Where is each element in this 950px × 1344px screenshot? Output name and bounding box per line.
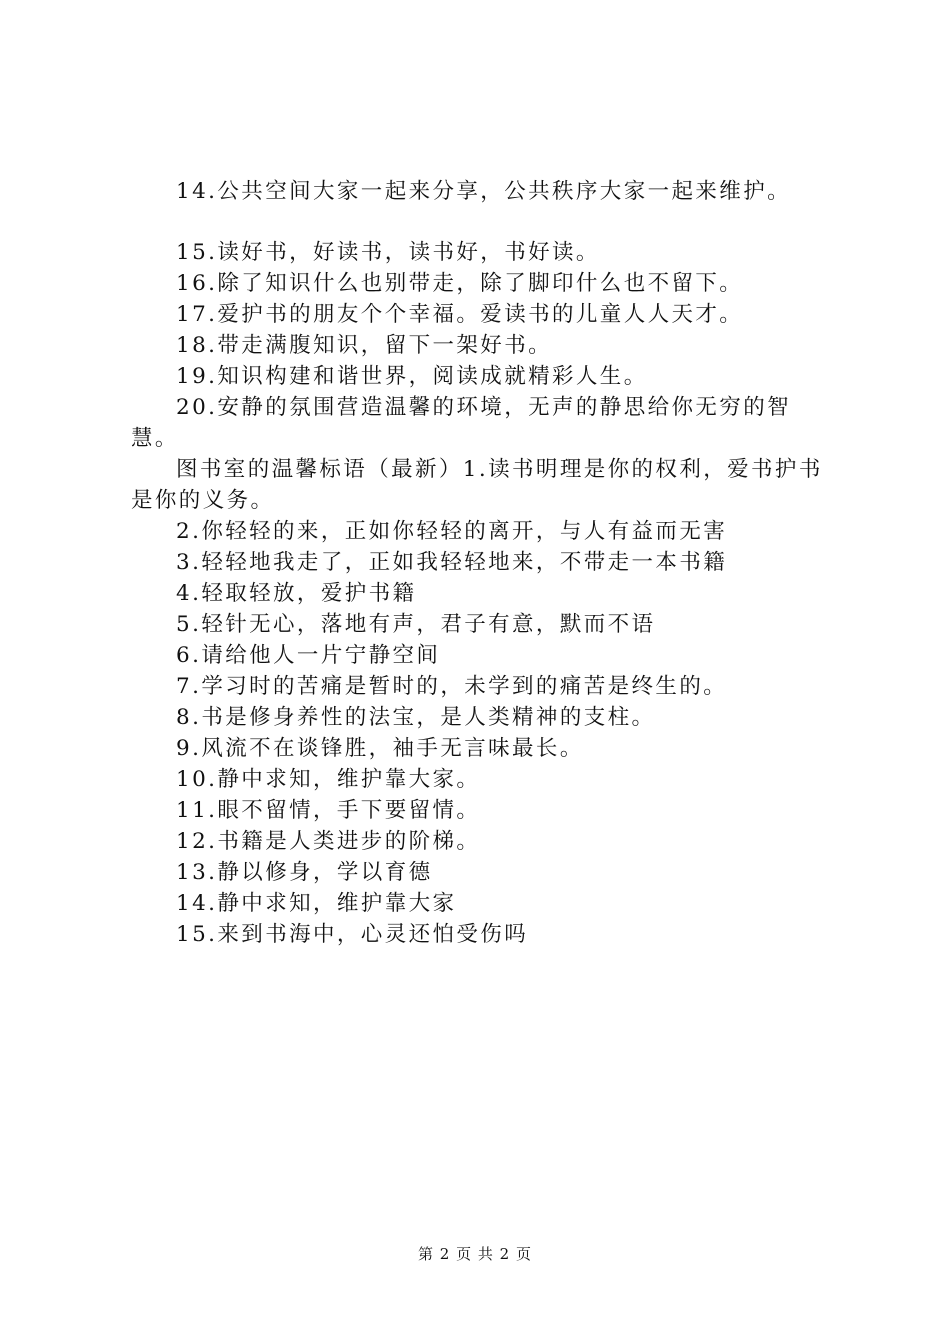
slogan-line: 10.静中求知，维护靠大家。 (176, 767, 481, 792)
slogan-line: 13.静以修身，学以育德 (176, 860, 433, 885)
slogan-line: 14.静中求知，维护靠大家 (176, 891, 457, 916)
slogan-line: 8.书是修身养性的法宝，是人类精神的支柱。 (176, 705, 656, 730)
slogan-line: 6.请给他人一片宁静空间 (176, 643, 441, 668)
slogan-line: 2.你轻轻的来，正如你轻轻的离开，与人有益而无害 (176, 519, 728, 544)
slogan-line: 3.轻轻地我走了，正如我轻轻地来，不带走一本书籍 (176, 550, 728, 575)
slogan-line: 15.来到书海中，心灵还怕受伤吗 (176, 922, 529, 947)
slogan-line: 15.读好书，好读书，读书好，书好读。 (176, 240, 600, 265)
slogan-line: 11.眼不留情，手下要留情。 (176, 798, 481, 823)
slogan-line: 12.书籍是人类进步的阶梯。 (176, 829, 481, 854)
slogan-line: 16.除了知识什么也别带走，除了脚印什么也不留下。 (176, 271, 744, 296)
slogan-line: 7.学习时的苦痛是暂时的，未学到的痛苦是终生的。 (176, 674, 728, 699)
slogan-line: 5.轻针无心，落地有声，君子有意，默而不语 (176, 612, 656, 637)
slogan-line: 18.带走满腹知识，留下一架好书。 (176, 333, 552, 358)
section-heading-line: 图书室的温馨标语（最新）1.读书明理是你的权利，爱书护书是你的义务。 (131, 457, 823, 513)
page-number-footer: 第 2 页 共 2 页 (418, 1245, 532, 1263)
slogan-line: 19.知识构建和谐世界，阅读成就精彩人生。 (176, 364, 648, 389)
slogan-line: 4.轻取轻放，爱护书籍 (176, 581, 417, 606)
slogan-line: 9.风流不在谈锋胜，袖手无言味最长。 (176, 736, 584, 761)
slogan-line: 14.公共空间大家一起来分享，公共秩序大家一起来维护。 (176, 179, 791, 204)
slogan-line: 17.爱护书的朋友个个幸福。爱读书的儿童人人天才。 (176, 302, 744, 327)
document-body (131, 176, 831, 950)
slogan-line: 20.安静的氛围营造温馨的环境，无声的静思给你无穷的智慧。 (131, 395, 791, 451)
